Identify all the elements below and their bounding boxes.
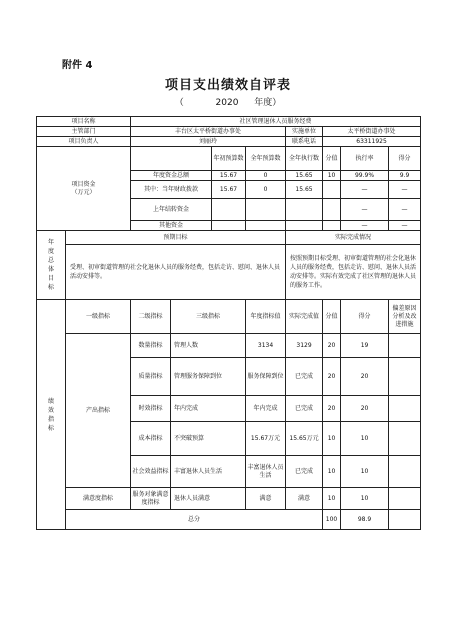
funds-header-annual: 全年预算数: [246, 147, 286, 171]
funds-cell: [212, 199, 246, 221]
funds-cell: [323, 221, 341, 231]
funds-header-weight: 分值: [323, 147, 341, 171]
funds-cell: —: [389, 181, 421, 199]
funds-cell: —: [341, 221, 389, 231]
funds-cell: 15.67: [212, 181, 246, 199]
ind-level3: 管理人数: [171, 334, 246, 358]
goals-expected-header: 预期目标: [66, 231, 286, 245]
funds-cell: [246, 221, 286, 231]
funds-cell: [323, 181, 341, 199]
funds-row-label: 上年结转资金: [131, 199, 212, 221]
funds-cell: [286, 221, 323, 231]
project-name-value: 社区管理退休人员服务经费: [131, 117, 421, 127]
total-score: 98.9: [341, 510, 389, 530]
ind-target: 年内完成: [246, 396, 286, 422]
funds-header-executed: 全年执行数: [286, 147, 323, 171]
ind-note: [389, 334, 421, 358]
ind-header-actual: 实际完成值: [286, 300, 323, 334]
output-indicator-label: 产出指标: [66, 334, 131, 488]
ind-note: [389, 358, 421, 396]
ind-level3: 年内完成: [171, 396, 246, 422]
funds-cell: 99.9%: [341, 171, 389, 181]
impl-value: 太平桥街道办事处: [323, 127, 421, 137]
leader-label: 项目负责人: [37, 137, 131, 147]
ind-target: 丰富退休人员生活: [246, 456, 286, 488]
ind-actual: 已完成: [286, 358, 323, 396]
ind-weight: 10: [323, 488, 341, 510]
ind-actual: 3129: [286, 334, 323, 358]
goals-actual-text: 按照预期目标受理、初审街道管理的社会化退休人员的服务经费，包括走访、慰问、退休人员活动安排等。实际有效完成了社区管理的退休人员的服务工作。: [286, 245, 421, 300]
ind-header-level1: 一级指标: [66, 300, 131, 334]
ind-header-level2: 二级指标: [131, 300, 171, 334]
ind-note: [389, 396, 421, 422]
ind-level2: 社会效益指标: [131, 456, 171, 488]
ind-note: [389, 488, 421, 510]
goals-expected-text: 受理、初审街道管理的社会化退休人员的服务经费，包括走访、慰问、退休人员活动安排等。: [66, 245, 286, 300]
ind-level3: 不突破预算: [171, 422, 246, 456]
ind-score: 10: [341, 456, 389, 488]
ind-target: 服务保障到位: [246, 358, 286, 396]
ind-actual: 已完成: [286, 396, 323, 422]
funds-cell: —: [389, 199, 421, 221]
funds-cell: [246, 199, 286, 221]
funds-cell: 9.9: [389, 171, 421, 181]
funds-header-rate: 执行率: [341, 147, 389, 171]
year-line: [0, 95, 456, 108]
indicators-label: 绩 效 指 标: [37, 300, 66, 530]
ind-target: 15.67万元: [246, 422, 286, 456]
ind-level2: 数量指标: [131, 334, 171, 358]
funds-cell: [323, 199, 341, 221]
ind-level3: 管理服务保障到位: [171, 358, 246, 396]
ind-score: 20: [341, 396, 389, 422]
funds-header-score: 得分: [389, 147, 421, 171]
total-label: 总分: [66, 510, 323, 530]
funds-cell: —: [389, 221, 421, 231]
ind-level2: 时效指标: [131, 396, 171, 422]
funds-cell: 15.65: [286, 181, 323, 199]
impl-label: 实施单位: [286, 127, 323, 137]
ind-weight: 10: [323, 422, 341, 456]
attachment-label: 附件 4: [62, 60, 93, 71]
ind-level3: 退休人员满意: [171, 488, 246, 510]
leader-value: 刘丽玲: [131, 137, 286, 147]
phone-value: 63311925: [323, 137, 421, 147]
ind-actual: 15.65万元: [286, 422, 323, 456]
funds-cell: —: [341, 181, 389, 199]
ind-weight: 20: [323, 396, 341, 422]
ind-header-note: 偏差原因分析及改进措施: [389, 300, 421, 334]
dept-label: 主管部门: [37, 127, 131, 137]
funds-label: 项目资金 （万元）: [37, 147, 131, 231]
evaluation-table: [36, 116, 421, 530]
funds-cell: —: [341, 199, 389, 221]
ind-target: 3134: [246, 334, 286, 358]
dept-value: 丰台区太平桥街道办事处: [131, 127, 286, 137]
total-weight: 100: [323, 510, 341, 530]
funds-header-initial: 年初预算数: [212, 147, 246, 171]
ind-header-target: 年度指标值: [246, 300, 286, 334]
year-label: 年度）: [254, 98, 282, 108]
phone-label: 联系电话: [286, 137, 323, 147]
ind-level2: 服务对象满意度指标: [131, 488, 171, 510]
ind-score: 19: [341, 334, 389, 358]
ind-score: 20: [341, 358, 389, 396]
funds-cell: [212, 221, 246, 231]
ind-score: 10: [341, 488, 389, 510]
goals-actual-header: 实际完成情况: [286, 231, 421, 245]
ind-level3: 丰富退休人员生活: [171, 456, 246, 488]
funds-cell: 0: [246, 181, 286, 199]
year-value: 2020: [215, 98, 239, 108]
funds-row-label: 年度资金总额: [131, 171, 212, 181]
funds-row-label: 其中：当年财政拨款: [131, 181, 212, 199]
ind-actual: 满意: [286, 488, 323, 510]
funds-cell: 15.65: [286, 171, 323, 181]
ind-weight: 10: [323, 456, 341, 488]
ind-note: [389, 456, 421, 488]
ind-actual: 已完成: [286, 456, 323, 488]
ind-weight: 20: [323, 334, 341, 358]
ind-note: [389, 422, 421, 456]
year-open-paren: （: [174, 98, 184, 108]
funds-cell: 10: [323, 171, 341, 181]
funds-row-label: 其他资金: [131, 221, 212, 231]
ind-header-score: 得分: [341, 300, 389, 334]
ind-header-weight: 分值: [323, 300, 341, 334]
page-title: 项目支出绩效自评表: [164, 78, 291, 93]
ind-level2: 成本指标: [131, 422, 171, 456]
funds-cell: [286, 199, 323, 221]
funds-cell: 15.67: [212, 171, 246, 181]
ind-level2: 质量指标: [131, 358, 171, 396]
project-name-label: 项目名称: [37, 117, 131, 127]
ind-score: 10: [341, 422, 389, 456]
ind-weight: 20: [323, 358, 341, 396]
ind-header-level3: 三级指标: [171, 300, 246, 334]
satisfaction-indicator-label: 满意度指标: [66, 488, 131, 510]
funds-cell: 0: [246, 171, 286, 181]
ind-target: 满意: [246, 488, 286, 510]
goals-label: 年 度 总 体 目 标: [37, 231, 66, 300]
